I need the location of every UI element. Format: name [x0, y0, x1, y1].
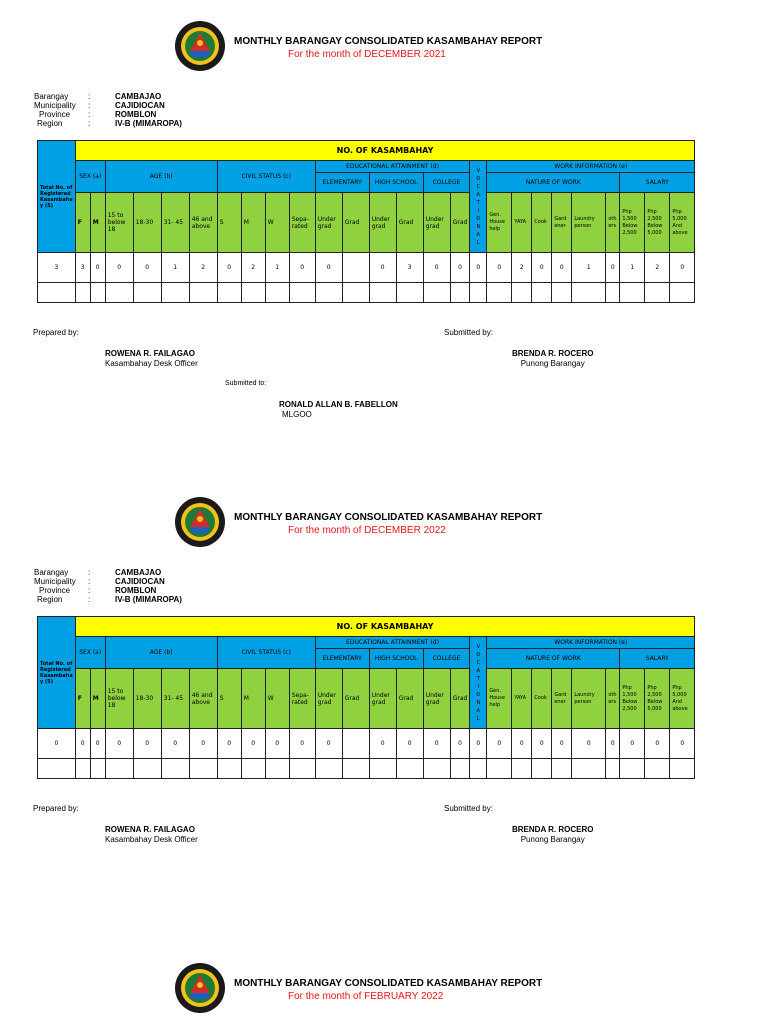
- cell: 0: [38, 729, 76, 759]
- barangay-seal-icon: [174, 20, 226, 72]
- work-header: WORK INFORMATION (e): [487, 637, 695, 649]
- report-header: [174, 496, 594, 548]
- province-label: Province: [39, 586, 71, 595]
- sub-header: M: [90, 193, 105, 253]
- cell: 0: [450, 729, 470, 759]
- cell: 0: [369, 729, 396, 759]
- region-label: Region: [37, 595, 63, 604]
- submitted-by-label: Submitted by:: [444, 804, 493, 813]
- region-value: IV-B (MIMAROPA): [115, 119, 182, 128]
- salary-header: SALARY: [620, 173, 695, 193]
- location-block: Barangay : CAMBAJAO Municipality : CAJIDIOCAN Province : ROMBLON Region : IV-B (MIMAROPA): [34, 568, 182, 604]
- cell: 0: [217, 253, 241, 283]
- sub-header: 31- 45: [161, 669, 189, 729]
- cell: 1: [572, 253, 606, 283]
- cell: 0: [315, 253, 342, 283]
- prepared-name: ROWENA R. FAILAGAO: [105, 825, 195, 834]
- cell: 0: [423, 729, 450, 759]
- submitted-to-block: [279, 400, 398, 420]
- cell: 0: [532, 253, 552, 283]
- sex-header: SEX (a): [75, 161, 105, 193]
- sub-header: Under grad: [423, 193, 450, 253]
- cell: 0: [161, 729, 189, 759]
- municipality-value: CAJIDIOCAN: [115, 577, 165, 586]
- nature-header: NATURE OF WORK: [487, 649, 620, 669]
- cell: 0: [470, 253, 487, 283]
- sub-header: Sepa- rated: [289, 669, 315, 729]
- submitted-name: BRENDA R. ROCERO: [512, 349, 594, 358]
- table-row: [38, 253, 695, 283]
- education-header: EDUCATIONAL ATTAINMENT (d): [315, 161, 470, 173]
- sub-header: M: [241, 669, 265, 729]
- cell: 0: [606, 253, 620, 283]
- sub-header: Grad: [342, 669, 369, 729]
- barangay-value: CAMBAJAO: [115, 568, 162, 577]
- sub-header: Gard ener: [552, 669, 572, 729]
- total-header: Total No. of Registered Kasambaha y (5): [38, 617, 76, 729]
- report-period: For the month of FEBRUARY 2022: [288, 991, 444, 1002]
- barangay-seal-icon: [174, 962, 226, 1014]
- cell: 0: [552, 253, 572, 283]
- main-header: NO. OF KASAMBAHAY: [75, 617, 695, 637]
- submitted-role: Punong Barangay: [520, 835, 585, 844]
- cell: 0: [532, 729, 552, 759]
- province-value: ROMBLON: [115, 110, 157, 119]
- civil-status-header: CIVIL STATUS (c): [217, 637, 315, 669]
- submitted-name: BRENDA R. ROCERO: [512, 825, 594, 834]
- work-header: WORK INFORMATION (e): [487, 161, 695, 173]
- barangay-label: Barangay: [34, 92, 69, 101]
- report-section-2: [0, 496, 768, 966]
- table-row-empty: [38, 759, 695, 779]
- to-role: MLGOO: [282, 410, 312, 419]
- cell: 0: [670, 253, 695, 283]
- sub-header: Gen. House help: [487, 193, 512, 253]
- sub-header: Php 2,500 Below 5,000: [645, 669, 670, 729]
- sub-header: Php 1,500 Below 2,500: [620, 193, 645, 253]
- barangay-seal-icon: [174, 496, 226, 548]
- cell: 0: [75, 729, 90, 759]
- cell: 2: [189, 253, 217, 283]
- sub-header: Grad: [450, 669, 470, 729]
- cell: 0: [90, 729, 105, 759]
- cell: [342, 729, 369, 759]
- report-title: MONTHLY BARANGAY CONSOLIDATED KASAMBAHAY REPORT: [234, 978, 543, 989]
- sub-header: 18-30: [133, 669, 161, 729]
- cell: 0: [512, 729, 532, 759]
- province-label: Province: [39, 110, 71, 119]
- sex-header: SEX (a): [75, 637, 105, 669]
- cell: 0: [606, 729, 620, 759]
- sub-header-row: [38, 193, 695, 253]
- sub-header: 15 to below 18: [105, 193, 133, 253]
- sub-header: W: [265, 193, 289, 253]
- location-block: Barangay : CAMBAJAO Municipality : CAJIDIOCAN Province : ROMBLON Region : IV-B (MIMAROPA): [34, 92, 182, 128]
- sub-header: Gard ener: [552, 193, 572, 253]
- municipality-label: Municipality: [34, 101, 76, 110]
- prepared-by-block: [105, 349, 198, 369]
- cell: 3: [396, 253, 423, 283]
- sub-header-row: [38, 669, 695, 729]
- report-section-3: [0, 962, 768, 1024]
- barangay-label: Barangay: [34, 568, 69, 577]
- sub-header: oth ers: [606, 669, 620, 729]
- cell: 2: [512, 253, 532, 283]
- sub-header: F: [75, 669, 90, 729]
- age-header: AGE (b): [105, 637, 217, 669]
- cell: 0: [572, 729, 606, 759]
- sub-header: Under grad: [315, 193, 342, 253]
- sub-header: Sepa- rated: [289, 193, 315, 253]
- cell: 3: [75, 253, 90, 283]
- sub-header: M: [90, 669, 105, 729]
- prepared-name: ROWENA R. FAILAGAO: [105, 349, 195, 358]
- cell: 0: [189, 729, 217, 759]
- kasambahay-table: [37, 616, 695, 779]
- sub-header: Php 5,000 And above: [670, 193, 695, 253]
- sub-header: Grad: [342, 193, 369, 253]
- municipality-label: Municipality: [34, 577, 76, 586]
- cell: 0: [217, 729, 241, 759]
- cell: 0: [105, 253, 133, 283]
- nature-header: NATURE OF WORK: [487, 173, 620, 193]
- main-header: NO. OF KASAMBAHAY: [75, 141, 695, 161]
- sub-header: M: [241, 193, 265, 253]
- sub-header: Gen. House help: [487, 669, 512, 729]
- sub-header: Laundry person: [572, 193, 606, 253]
- cell: 0: [133, 729, 161, 759]
- prepared-by-label: Prepared by:: [33, 328, 79, 337]
- cell: 0: [423, 253, 450, 283]
- cell: 0: [289, 729, 315, 759]
- cell: 1: [620, 253, 645, 283]
- sub-header: 46 and above: [189, 669, 217, 729]
- sub-header: Under grad: [369, 193, 396, 253]
- elementary-header: ELEMENTARY: [315, 649, 369, 669]
- sub-header: F: [75, 193, 90, 253]
- education-header: EDUCATIONAL ATTAINMENT (d): [315, 637, 470, 649]
- sub-header: S: [217, 193, 241, 253]
- province-value: ROMBLON: [115, 586, 157, 595]
- region-value: IV-B (MIMAROPA): [115, 595, 182, 604]
- vocational-header: V O C A T I O N A L: [470, 637, 487, 729]
- sub-header: Grad: [396, 193, 423, 253]
- sub-header: Cook: [532, 193, 552, 253]
- report-period: For the month of DECEMBER 2022: [288, 525, 446, 536]
- submitted-to-label: Submitted to:: [225, 380, 267, 387]
- submitted-role: Punong Barangay: [520, 359, 585, 368]
- sub-header: YAYA: [512, 193, 532, 253]
- sub-header: 15 to below 18: [105, 669, 133, 729]
- sub-header: Under grad: [369, 669, 396, 729]
- vocational-header: V O C A T I O N A L: [470, 161, 487, 253]
- sub-header: Grad: [396, 669, 423, 729]
- cell: 2: [241, 253, 265, 283]
- high-school-header: HIGH SCHOOL: [369, 649, 423, 669]
- report-header: [174, 20, 594, 72]
- college-header: COLLEGE: [423, 649, 470, 669]
- submitted-by-block: [512, 825, 593, 845]
- cell: 0: [670, 729, 695, 759]
- report-title: MONTHLY BARANGAY CONSOLIDATED KASAMBAHAY REPORT: [234, 36, 543, 47]
- sub-header: YAYA: [512, 669, 532, 729]
- to-name: RONALD ALLAN B. FABELLON: [279, 400, 398, 409]
- cell: 1: [265, 253, 289, 283]
- age-header: AGE (b): [105, 161, 217, 193]
- cell: 2: [645, 253, 670, 283]
- sub-header: W: [265, 669, 289, 729]
- sub-header: 18-30: [133, 193, 161, 253]
- cell: 0: [645, 729, 670, 759]
- prepared-by-label: Prepared by:: [33, 804, 79, 813]
- cell: 0: [552, 729, 572, 759]
- sub-header: S: [217, 669, 241, 729]
- report-title: MONTHLY BARANGAY CONSOLIDATED KASAMBAHAY REPORT: [234, 512, 543, 523]
- cell: 0: [487, 253, 512, 283]
- cell: [342, 253, 369, 283]
- high-school-header: HIGH SCHOOL: [369, 173, 423, 193]
- elementary-header: ELEMENTARY: [315, 173, 369, 193]
- cell: 0: [470, 729, 487, 759]
- barangay-value: CAMBAJAO: [115, 92, 162, 101]
- salary-header: SALARY: [620, 649, 695, 669]
- cell: 0: [90, 253, 105, 283]
- municipality-value: CAJIDIOCAN: [115, 101, 165, 110]
- cell: 0: [265, 729, 289, 759]
- civil-status-header: CIVIL STATUS (c): [217, 161, 315, 193]
- cell: 0: [133, 253, 161, 283]
- report-section-1: [0, 20, 768, 490]
- college-header: COLLEGE: [423, 173, 470, 193]
- prepared-by-block: [105, 825, 198, 845]
- sub-header: oth ers: [606, 193, 620, 253]
- region-label: Region: [37, 119, 63, 128]
- cell: 0: [105, 729, 133, 759]
- sub-header: Php 1,500 Below 2,500: [620, 669, 645, 729]
- cell: 0: [487, 729, 512, 759]
- sub-header: Under grad: [315, 669, 342, 729]
- prepared-role: Kasambahay Desk Officer: [105, 835, 198, 844]
- cell: 0: [450, 253, 470, 283]
- submitted-by-block: [512, 349, 593, 369]
- report-header: [174, 962, 594, 1014]
- sub-header: 46 and above: [189, 193, 217, 253]
- total-header: Total No. of Registered Kasambaha y (5): [38, 141, 76, 253]
- sub-header: Laundry person: [572, 669, 606, 729]
- cell: 0: [396, 729, 423, 759]
- sub-header: Under grad: [423, 669, 450, 729]
- cell: 1: [161, 253, 189, 283]
- table-row: [38, 729, 695, 759]
- sub-header: Cook: [532, 669, 552, 729]
- kasambahay-table: [37, 140, 695, 303]
- sub-header: 31- 45: [161, 193, 189, 253]
- report-period: For the month of DECEMBER 2021: [288, 49, 446, 60]
- cell: 0: [289, 253, 315, 283]
- sub-header: Php 2,500 Below 5,000: [645, 193, 670, 253]
- sub-header: Grad: [450, 193, 470, 253]
- prepared-role: Kasambahay Desk Officer: [105, 359, 198, 368]
- cell: 0: [620, 729, 645, 759]
- table-row-empty: [38, 283, 695, 303]
- sub-header: Php 5,000 And above: [670, 669, 695, 729]
- submitted-by-label: Submitted by:: [444, 328, 493, 337]
- cell: 0: [315, 729, 342, 759]
- cell: 0: [369, 253, 396, 283]
- cell: 0: [241, 729, 265, 759]
- cell: 3: [38, 253, 76, 283]
